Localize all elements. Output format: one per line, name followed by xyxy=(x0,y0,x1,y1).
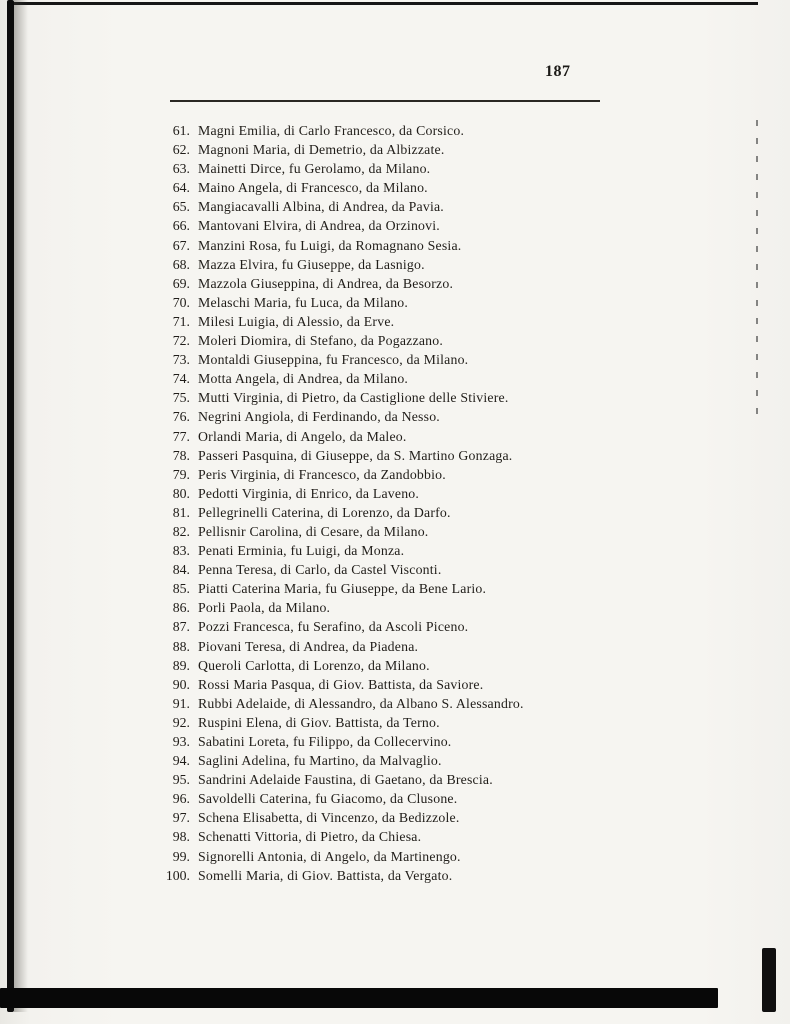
entry-text: Negrini Angiola, di Ferdinando, da Nesso. xyxy=(198,409,440,425)
list-item xyxy=(150,503,710,522)
entry-text: Ruspini Elena, di Giov. Battista, da Terno. xyxy=(198,714,440,730)
list-item xyxy=(150,732,710,751)
entry-number: 69. xyxy=(172,275,190,291)
entry-number: 71. xyxy=(172,313,190,329)
entry-text: Sandrini Adelaide Faustina, di Gaetano, da Brescia. xyxy=(198,772,493,788)
entry-number: 96. xyxy=(172,791,190,807)
entry-number: 83. xyxy=(172,543,190,559)
entries-list xyxy=(150,121,710,885)
entry-text: Moleri Diomira, di Stefano, da Pogazzano. xyxy=(198,333,443,349)
list-item xyxy=(150,827,710,846)
entry-text: Porli Paola, da Milano. xyxy=(198,600,331,616)
entry-number: 92. xyxy=(172,714,190,730)
entry-text: Piatti Caterina Maria, fu Giuseppe, da Bene Lario. xyxy=(198,581,487,597)
entry-number: 85. xyxy=(172,581,190,597)
scan-edge-top xyxy=(10,2,758,5)
list-item xyxy=(150,637,710,656)
entry-text: Mantovani Elvira, di Andrea, da Orzinovi. xyxy=(198,218,440,234)
list-item xyxy=(150,121,710,140)
scan-edge-bottom-right xyxy=(762,948,776,1012)
list-item xyxy=(150,866,710,885)
entry-text: Rossi Maria Pasqua, di Giov. Battista, da Saviore. xyxy=(198,676,484,692)
entry-number: 95. xyxy=(172,772,190,788)
scan-edge-left xyxy=(7,0,14,1012)
entry-number: 93. xyxy=(172,734,190,749)
entry-text: Peris Virginia, di Francesco, da Zandobbio. xyxy=(198,466,446,482)
list-item xyxy=(150,675,710,694)
entry-number: 79. xyxy=(172,466,190,482)
list-item xyxy=(150,847,710,866)
entry-number: 73. xyxy=(172,352,190,368)
entry-text: Melaschi Maria, fu Luca, da Milano. xyxy=(198,294,409,310)
list-item xyxy=(150,197,710,216)
list-item xyxy=(150,541,710,560)
entry-number: 86. xyxy=(172,600,190,616)
entry-text: Maino Angela, di Francesco, da Milano. xyxy=(198,180,428,196)
entry-text: Pedotti Virginia, di Enrico, da Laveno. xyxy=(198,485,420,501)
entry-number: 64. xyxy=(172,180,190,196)
entry-number: 68. xyxy=(172,256,190,272)
entry-text: Mainetti Dirce, fu Gerolamo, da Milano. xyxy=(198,161,431,177)
list-item xyxy=(150,484,710,503)
entry-text: Motta Angela, di Andrea, da Milano. xyxy=(198,371,409,387)
entry-number: 82. xyxy=(172,523,190,539)
list-item xyxy=(150,789,710,808)
entry-number: 81. xyxy=(172,504,190,520)
entry-text: Sabatini Loreta, fu Filippo, da Collecervino. xyxy=(198,734,452,749)
entry-number: 63. xyxy=(172,161,190,177)
entry-number: 67. xyxy=(172,237,190,253)
entry-text: Pellegrinelli Caterina, di Lorenzo, da Darfo. xyxy=(198,504,451,520)
list-item xyxy=(150,369,710,388)
entry-text: Mutti Virginia, di Pietro, da Castiglione delle Stiviere. xyxy=(198,390,509,406)
list-item xyxy=(150,255,710,274)
entry-text: Pozzi Francesca, fu Serafino, da Ascoli Piceno. xyxy=(198,619,469,635)
scan-edge-left-shadow xyxy=(14,0,28,1012)
entry-text: Rubbi Adelaide, di Alessandro, da Albano S. Alessandro. xyxy=(198,695,524,711)
entry-number: 80. xyxy=(172,485,190,501)
entry-text: Magni Emilia, di Carlo Francesco, da Corsico. xyxy=(198,123,465,138)
entry-number: 75. xyxy=(172,390,190,406)
entry-text: Mazza Elvira, fu Giuseppe, da Lasnigo. xyxy=(198,256,425,272)
list-item xyxy=(150,178,710,197)
entry-number: 66. xyxy=(172,218,190,234)
scan-edge-bottom xyxy=(0,988,718,1008)
list-item xyxy=(150,350,710,369)
list-item xyxy=(150,274,710,293)
entry-text: Orlandi Maria, di Angelo, da Maleo. xyxy=(198,428,407,444)
list-item xyxy=(150,140,710,159)
entry-text: Queroli Carlotta, di Lorenzo, da Milano. xyxy=(198,657,430,673)
entry-text: Signorelli Antonia, di Angelo, da Martinengo. xyxy=(198,848,461,864)
entry-text: Saglini Adelina, fu Martino, da Malvaglio. xyxy=(198,753,442,769)
entry-number: 74. xyxy=(172,371,190,387)
list-item xyxy=(150,617,710,636)
entry-number: 77. xyxy=(172,428,190,444)
entry-number: 89. xyxy=(172,657,190,673)
list-item xyxy=(150,407,710,426)
page-number: 187 xyxy=(545,63,571,80)
entry-number: 78. xyxy=(172,447,190,463)
entry-number: 94. xyxy=(172,753,190,769)
list-item xyxy=(150,598,710,617)
list-item xyxy=(150,236,710,255)
list-item xyxy=(150,446,710,465)
entry-text: Piovani Teresa, di Andrea, da Piadena. xyxy=(198,638,419,654)
entry-text: Schenatti Vittoria, di Pietro, da Chiesa. xyxy=(198,829,422,845)
entry-number: 99. xyxy=(172,848,190,864)
header-rule xyxy=(170,100,600,102)
entry-text: Mangiacavalli Albina, di Andrea, da Pavia. xyxy=(198,199,444,215)
entry-number: 61. xyxy=(172,123,190,138)
list-item xyxy=(150,713,710,732)
list-item xyxy=(150,293,710,312)
scan-edge-right xyxy=(756,120,758,420)
list-item xyxy=(150,770,710,789)
entry-number: 98. xyxy=(172,829,190,845)
entry-text: Montaldi Giuseppina, fu Francesco, da Milano. xyxy=(198,352,469,368)
list-item xyxy=(150,656,710,675)
entry-text: Schena Elisabetta, di Vincenzo, da Bedizzole. xyxy=(198,810,460,826)
entry-text: Penna Teresa, di Carlo, da Castel Visconti. xyxy=(198,562,442,578)
list-item xyxy=(150,751,710,770)
entry-text: Somelli Maria, di Giov. Battista, da Vergato. xyxy=(198,867,453,883)
list-item xyxy=(150,808,710,827)
entry-text: Mazzola Giuseppina, di Andrea, da Besorzo. xyxy=(198,275,454,291)
list-item xyxy=(150,694,710,713)
entry-number: 70. xyxy=(172,294,190,310)
entry-number: 88. xyxy=(172,638,190,654)
entry-text: Savoldelli Caterina, fu Giacomo, da Clusone. xyxy=(198,791,458,807)
entry-text: Milesi Luigia, di Alessio, da Erve. xyxy=(198,313,395,329)
entry-text: Pellisnir Carolina, di Cesare, da Milano. xyxy=(198,523,429,539)
entry-number: 90. xyxy=(172,676,190,692)
entry-number: 87. xyxy=(172,619,190,635)
list-item xyxy=(150,579,710,598)
entry-text: Manzini Rosa, fu Luigi, da Romagnano Sesia. xyxy=(198,237,462,253)
list-item xyxy=(150,331,710,350)
list-item xyxy=(150,560,710,579)
entry-number: 65. xyxy=(172,199,190,215)
entry-number: 91. xyxy=(172,695,190,711)
entry-text: Passeri Pasquina, di Giuseppe, da S. Martino Gonzaga. xyxy=(198,447,513,463)
list-item xyxy=(150,216,710,235)
list-item xyxy=(150,427,710,446)
entry-number: 97. xyxy=(172,810,190,826)
list-item xyxy=(150,388,710,407)
entry-number: 72. xyxy=(172,333,190,349)
list-item xyxy=(150,312,710,331)
entry-text: Penati Erminia, fu Luigi, da Monza. xyxy=(198,543,405,559)
list-item xyxy=(150,465,710,484)
entry-number: 76. xyxy=(172,409,190,425)
entry-number: 62. xyxy=(172,142,190,158)
entry-number: 84. xyxy=(172,562,190,578)
list-item xyxy=(150,159,710,178)
entry-text: Magnoni Maria, di Demetrio, da Albizzate. xyxy=(198,142,445,158)
entry-number: 100. xyxy=(165,867,190,883)
list-item xyxy=(150,522,710,541)
